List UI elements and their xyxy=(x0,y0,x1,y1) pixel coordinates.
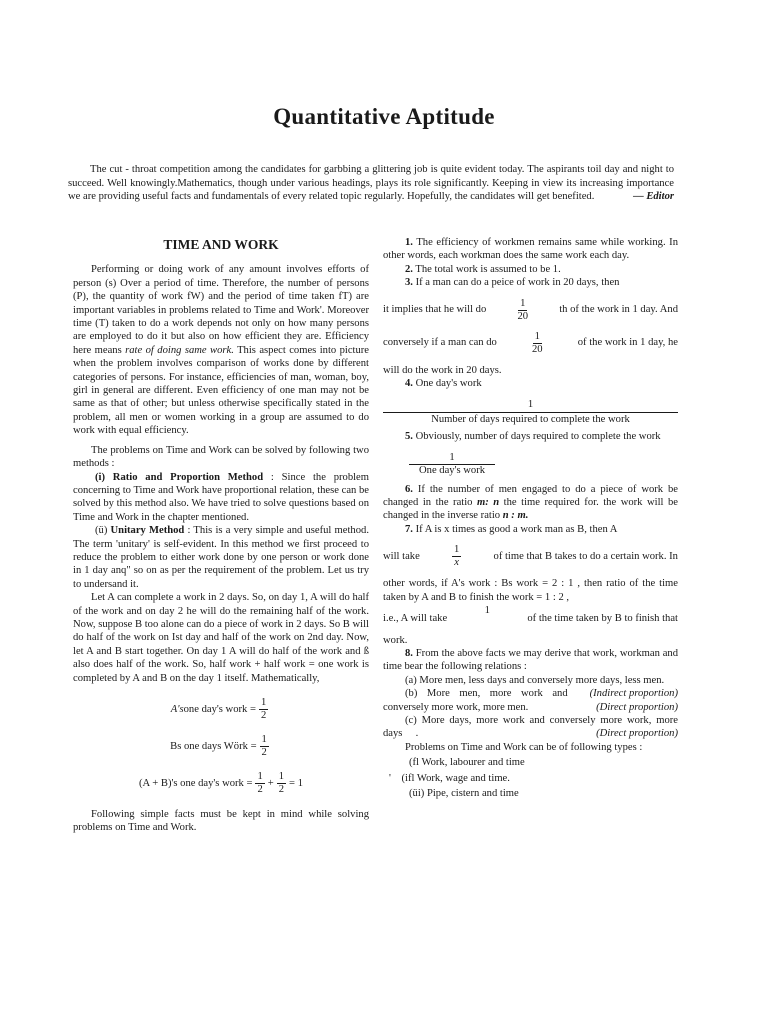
fraction: $\frac{1}{2}$ xyxy=(257,771,263,795)
fact-6: 6. If the number of men engaged to do a piece of work be changed in the ratio m: n the time required for. the work will be changed in the inverse ratio n : m. xyxy=(383,483,678,522)
fact-4-fraction: 1 Number of days required to complete the work xyxy=(383,398,678,426)
editorial-intro xyxy=(68,163,674,204)
fraction: $\frac{1}{x}$ xyxy=(454,544,460,569)
relation-c: (c) More days, more work and conversely more work, more days . (Direct proportion) xyxy=(383,714,678,740)
right-column xyxy=(383,236,678,800)
fact-4: 4. One day's work xyxy=(405,378,482,390)
fraction: $\frac{1}{2}$ xyxy=(260,697,267,721)
fact-3-line-a: it implies that he will do $\frac{1}{20}$ th of the work in 1 day. And xyxy=(383,297,678,322)
paragraph-intro: Performing or doing work of any amount involves efforts of person (s) Over a period of time. Therefore, the number of persons (P), the quantity of work fW) and the period of time taken fT) are important variables in problems related to Time and Work'. Moreover time (T) taken to do a work depends not only on how many persons are employed to do it but also on how efficient they are. Efficiency here means rate of doing same work. This aspect comes into picture when the problem involves comparison of works done by different categories of persons. For instance, efficiencies of man, woman, boy, girl in general are different. Even efficiency of one man may not be same as that of other; but unless otherwise specifically stated in the problem, all men or women working in a group are assumed to do work with equal efficiency. xyxy=(73,264,370,437)
types-intro: Problems on Time and Work can be of following types : xyxy=(405,741,643,753)
formula-a: A's one day's work = $\frac{1}{2}$ xyxy=(170,697,267,721)
fact-5: 5. Obviously, number of days required to complete the work xyxy=(405,431,661,443)
fact-3-line-b: conversely if a man can do $\frac{1}{20}$ of the work in 1 day, he xyxy=(383,330,678,355)
paragraph-methods: The problems on Time and Work can be solved by following two methods : xyxy=(73,444,369,470)
fact-5-fraction xyxy=(383,452,678,477)
fraction: $\frac{1}{2}$ xyxy=(261,734,267,758)
method-unitary: (ü) Unitary Method : This is a very simple and useful method. The term 'unitary' is self-evident. In this method we first proceed to reduce the problem to either work done by one person or work done in 1 day anq" so on as per the requirement of the problem. Let us try to undersand it. xyxy=(73,525,369,590)
fraction: $\frac{1}{\text{One day's work}}$ xyxy=(417,452,487,477)
intro-text: The cut - throat competition among the candidates for garbbing a glittering job is quite evident today. The aspirants toil day and night to succeed. Well knowingly.Mathematics, though under various headings, plays its role significantly. Keeping in view its increasing importance we are providing useful facts and fundamentals of every related topic regularly. Hopefully, the candidates will get benefited. xyxy=(68,164,674,203)
editor-signature: — Editor xyxy=(633,191,674,203)
fact-1: 1. The efficiency of workmen remains same while working. In other words, each workman does the same work each day. xyxy=(383,237,678,262)
fact-7-line-d: work. xyxy=(383,634,408,646)
paragraph-example: Let A can complete a work in 2 days. So, on day 1, A will do half of the work and on day 2 he will do the remaining half of the work. Now, suppose B too alone can do a piece of work in 2 days. So B will do half of the work on Ist day and half of the work on 2nd day. Now, let A and B start together. On day 1 A will do half of the work and ß also does half of the work. So, half work + half work = one work is completed by A and B on the day 1 itself. Mathematically, xyxy=(73,592,369,684)
fact-7-line-c: i.e., A will take 1 of the time taken by B to finish that xyxy=(383,605,678,625)
fraction: $\frac{1}{20}$ xyxy=(517,297,529,322)
type-item-2: ' (ifl Work, wage and time. xyxy=(389,772,510,784)
fact-7-line-a: will take $\frac{1}{x}$ of time that B takes to do a certain work. In xyxy=(383,544,678,569)
left-column xyxy=(73,236,369,835)
page-title: Quantitative Aptitude xyxy=(273,104,495,129)
method-ratio: (i) Ratio and Proportion Method : Since the problem concerning to Time and Work have proportional relation, these can be solved by this method also. We have tried to solve questions based on Time and Work in the chapter mentioned. xyxy=(73,471,369,523)
section-heading: TIME AND WORK xyxy=(163,237,279,252)
fact-7-line-b: other words, if A's work : Bs work = 2 : 1 , then ratio of the time taken by A and B to finish the work = 1 : 2 , xyxy=(383,578,678,603)
paragraph-facts-intro: Following simple facts must be kept in mind while solving problems on Time and Work. xyxy=(73,809,369,834)
type-item-3: (üi) Pipe, cistern and time xyxy=(409,787,519,799)
formula-ab: (A + B)'s one day's work = $\frac{1}{2}$ + $\frac{1}{2}$ = 1 xyxy=(139,771,303,795)
fraction: $\frac{1}{20}$ xyxy=(532,330,543,355)
fact-8: 8. From the above facts we may derive that work, workman and time bear the following relations : xyxy=(383,647,678,673)
type-item-1: (fl Work, labourer and time xyxy=(409,757,525,769)
fact-3-line-c: will do the work in 20 days. xyxy=(383,364,502,376)
fact-3: 3. If a man can do a peice of work in 20 days, then xyxy=(405,277,620,289)
formula-b: Bs one days Wörk = $\frac{1}{2}$ xyxy=(170,734,267,758)
relation-a: (a) More men, less days and conversely more days, less men. (Indirect proportion) xyxy=(405,674,678,700)
fact-7: 7. If A is x times as good a work man as B, then A xyxy=(405,523,618,535)
fact-2: 2. The total work is assumed to be 1. xyxy=(405,263,561,275)
fraction: $\frac{1}{2}$ xyxy=(278,771,285,795)
relation-b: (b) More men, more work and conversely more work, more men. (Direct proportion) xyxy=(383,688,678,713)
